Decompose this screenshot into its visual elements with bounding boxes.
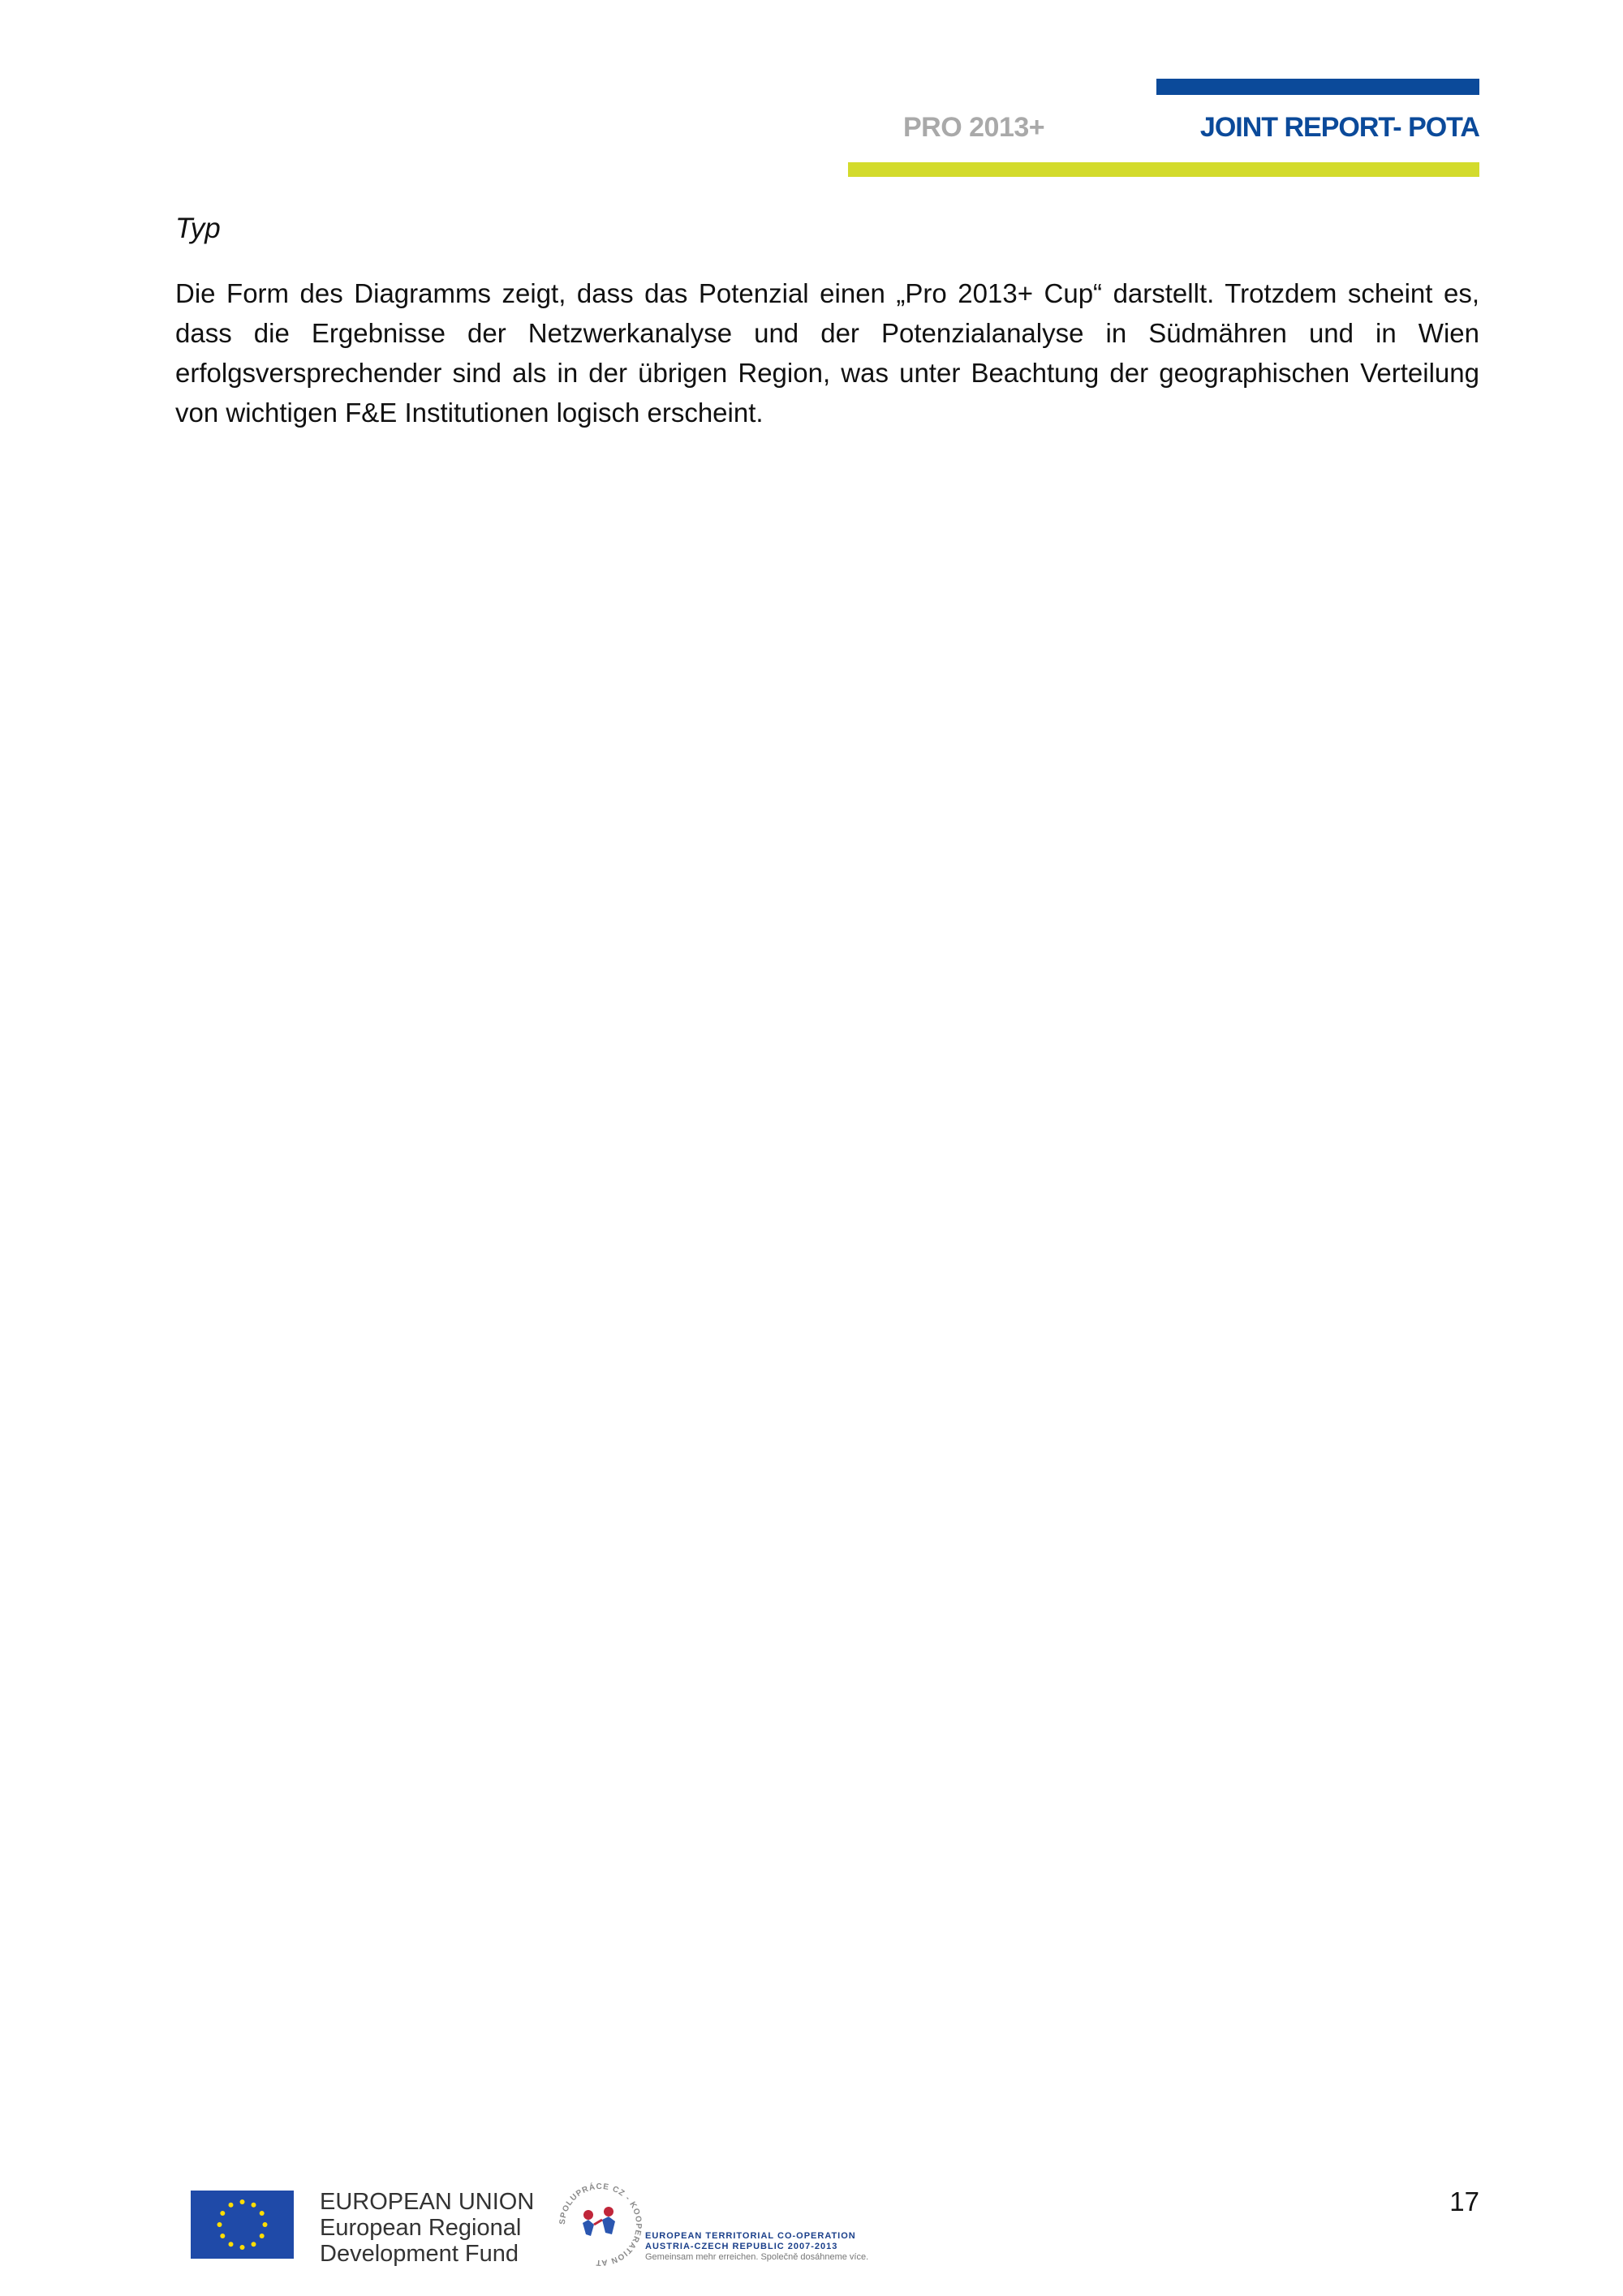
coop-text-line3: Gemeinsam mehr erreichen. Společně dosáhneme více. (645, 2252, 869, 2262)
header-blue-bar (1156, 79, 1479, 95)
header-project-title: PRO 2013+ (903, 112, 1045, 143)
coop-text-line2: AUSTRIA-CZECH REPUBLIC 2007-2013 (645, 2242, 838, 2251)
coop-ring-text: SPOLUPRÁCE CZ - KOOPERATION AT (558, 2182, 644, 2268)
eu-text-line2: European Regional (320, 2215, 522, 2241)
svg-text:SPOLUPRÁCE CZ - KOOPERATION AT (558, 2181, 643, 2267)
eu-fund-text (320, 2189, 534, 2267)
coop-text-line1: EUROPEAN TERRITORIAL CO-OPERATION (645, 2231, 856, 2241)
cooperation-text (645, 2231, 868, 2263)
cooperation-logo-icon (552, 2176, 649, 2273)
eu-text-line1: EUROPEAN UNION (320, 2189, 535, 2215)
body-paragraph: Die Form des Diagramms zeigt, dass das Potenzial einen „Pro 2013+ Cup“ darstellt. Trotzdem scheint es, dass die Ergebnisse der Netzwerkanalyse und der Potenzialanalyse in Südmähren und in Wien erfolgsversprechender sind als in der übrigen Region, was unter Beachtung der geographischen Verteilung von wichtigen F&E Institutionen logisch erscheint. (175, 278, 1479, 428)
eu-text-line3: Development Fund (320, 2241, 519, 2267)
eu-flag-icon (191, 2191, 294, 2259)
page-number: 17 (1449, 2186, 1479, 2216)
header-lime-bar (848, 162, 1479, 177)
section-heading: Typ (175, 213, 221, 244)
header-report-title: JOINT REPORT- POTA (1199, 112, 1479, 143)
